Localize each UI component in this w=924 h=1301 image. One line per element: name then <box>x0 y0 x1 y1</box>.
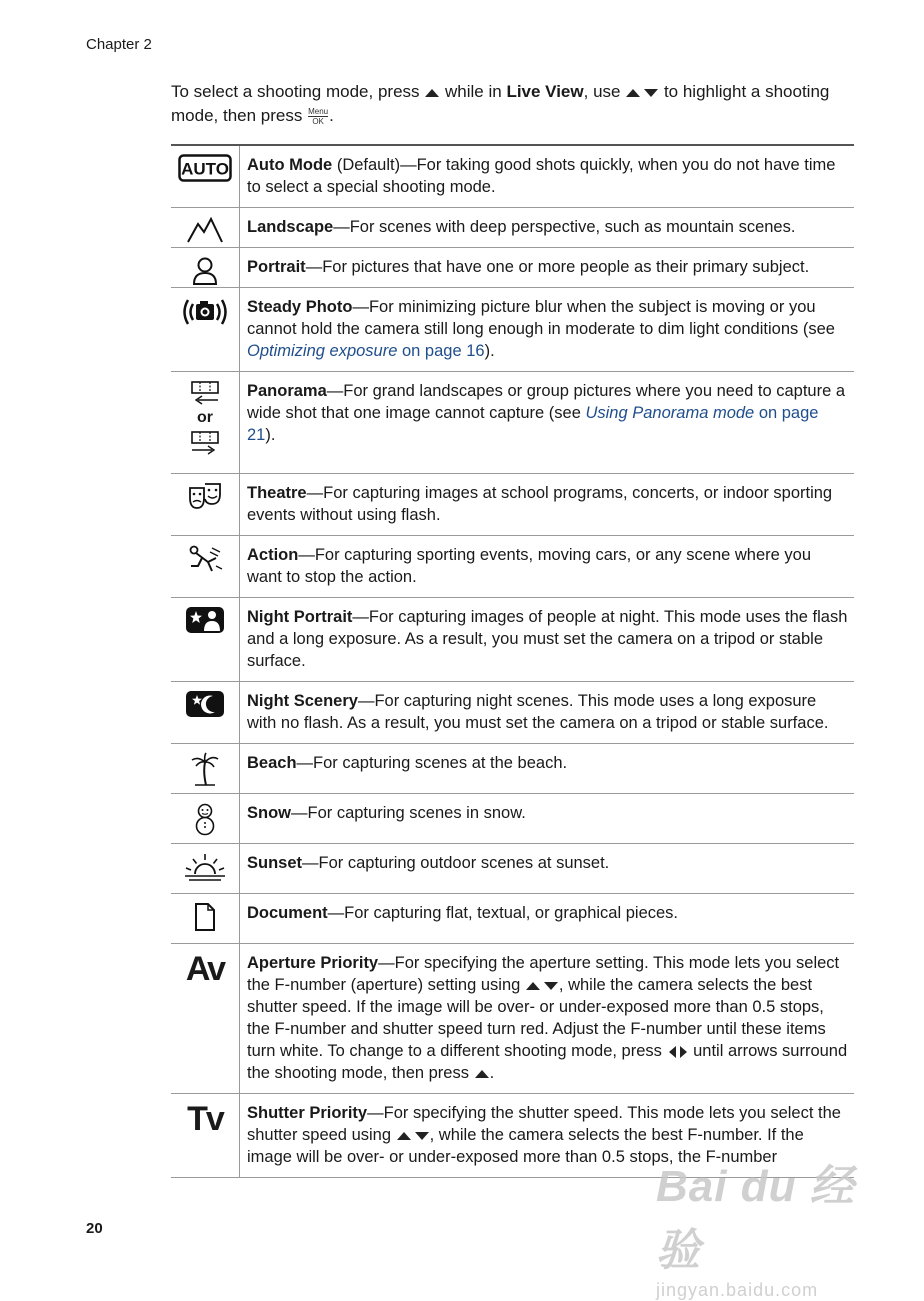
mode-text: (Default)—For taking good shots quickly, when you do not have time to select a special shooting mode. <box>247 156 836 196</box>
mode-name: Beach <box>247 754 297 772</box>
shooting-modes-table <box>171 144 854 1178</box>
icon-cell <box>171 794 240 844</box>
action-icon <box>186 544 224 574</box>
page-number: 20 <box>86 1220 103 1237</box>
shutter-priority-icon: Tv <box>187 1100 223 1138</box>
mode-text: ). <box>265 426 276 444</box>
table-row <box>171 944 854 1094</box>
beach-icon <box>190 752 220 786</box>
mode-description <box>240 536 855 598</box>
watermark-url: jingyan.baidu.com <box>656 1280 819 1300</box>
mode-text: , while the camera selects the best F-number. If the image will be over- or under-exposed more than 0.5 stops, the F-number <box>247 1126 804 1166</box>
mode-name: Steady Photo <box>247 298 353 316</box>
svg-text:AUTO: AUTO <box>181 159 229 179</box>
table-row <box>171 744 854 794</box>
icon-cell <box>171 1094 240 1178</box>
mode-text: —For grand landscapes or group pictures where you need to capture a wide shot that one image cannot capture (see <box>247 382 846 422</box>
aperture-priority-icon: Av <box>185 950 225 988</box>
mode-text: ). <box>484 342 495 360</box>
table-row <box>171 682 854 744</box>
mode-text: —For capturing night scenes. This mode uses a long exposure with no flash. As a result, you must set the camera on a tripod or stable surface. <box>247 692 829 732</box>
sunset-icon <box>184 852 226 884</box>
intro-paragraph <box>171 80 861 128</box>
intro-text: . <box>329 106 334 125</box>
snow-icon <box>192 802 218 836</box>
mode-description <box>240 744 855 794</box>
panorama-left-icon <box>190 380 220 406</box>
table-row <box>171 145 854 208</box>
mode-text: —For capturing flat, textual, or graphical pieces. <box>327 904 679 922</box>
mode-description <box>240 844 855 894</box>
mode-text: —For capturing scenes at the beach. <box>296 754 568 772</box>
theatre-icon <box>188 482 222 512</box>
mode-name: Aperture Priority <box>247 954 379 972</box>
auto-mode-icon <box>178 154 232 182</box>
mode-name: Night Scenery <box>247 692 358 710</box>
icon-cell <box>171 536 240 598</box>
mode-name: Document <box>247 904 328 922</box>
icon-cell <box>171 288 240 372</box>
mode-name: Shutter Priority <box>247 1104 368 1122</box>
mode-text: —For specifying the shutter speed. This mode lets you select the shutter speed using <box>247 1104 841 1144</box>
mode-description <box>240 894 855 944</box>
mode-text: —For capturing scenes in snow. <box>291 804 526 822</box>
icon-cell <box>171 598 240 682</box>
mode-description <box>240 145 855 208</box>
cross-reference-link[interactable]: Optimizing exposure on page 16 <box>247 342 485 360</box>
mode-description <box>240 288 855 372</box>
steady-photo-icon <box>180 296 230 328</box>
watermark-logo: Bai du 经验 <box>656 1162 855 1275</box>
mode-text: . <box>489 1064 495 1082</box>
mode-description <box>240 208 855 248</box>
mode-name: Panorama <box>247 382 327 400</box>
mode-name: Night Portrait <box>247 608 353 626</box>
table-row <box>171 248 854 288</box>
table-row <box>171 598 854 682</box>
icon-cell <box>171 372 240 474</box>
intro-text: To select a shooting mode, press <box>171 82 420 101</box>
icon-cell <box>171 894 240 944</box>
table-row <box>171 894 854 944</box>
table-row <box>171 536 854 598</box>
icon-cell <box>171 682 240 744</box>
table-row <box>171 372 854 474</box>
up-arrow-icon <box>424 88 440 98</box>
up-arrow-icon <box>474 1069 490 1079</box>
icon-cell <box>171 944 240 1094</box>
mode-text: until arrows surround the shooting mode, then press <box>247 1042 848 1082</box>
mode-text: , while the camera selects the best shutter speed. If the image will be over- or under-exposed more than 0.5 stops, the F-number and shutter speed turn red. Adjust the F-number until these items turn white. To change to a different shooting mode, press <box>247 976 826 1060</box>
mode-text: —For capturing images at school programs, concerts, or indoor sporting events without using flash. <box>247 484 833 524</box>
night-portrait-icon <box>185 606 225 634</box>
mode-name: Landscape <box>247 218 334 236</box>
mode-name: Auto Mode <box>247 156 333 174</box>
mode-description <box>240 944 855 1094</box>
icon-cell <box>171 208 240 248</box>
table-row <box>171 208 854 248</box>
portrait-icon <box>190 256 220 286</box>
mode-name: Theatre <box>247 484 307 502</box>
intro-text: , use <box>583 82 621 101</box>
mode-description <box>240 598 855 682</box>
mode-description <box>240 474 855 536</box>
intro-text: to highlight a shooting mode, then press <box>171 82 830 125</box>
table-row <box>171 844 854 894</box>
mode-name: Sunset <box>247 854 303 872</box>
landscape-icon <box>186 216 224 244</box>
mode-description <box>240 248 855 288</box>
cross-reference-link[interactable]: Using Panorama mode on page 21 <box>247 404 819 444</box>
table-row <box>171 288 854 372</box>
mode-name: Portrait <box>247 258 306 276</box>
table-row <box>171 794 854 844</box>
mode-description <box>240 794 855 844</box>
mode-description <box>240 372 855 474</box>
menu-ok-button-icon: Menu OK <box>308 107 329 127</box>
up-down-arrows-icon <box>625 88 659 98</box>
table-row <box>171 474 854 536</box>
mode-text: —For capturing sporting events, moving cars, or any scene where you want to stop the action. <box>247 546 812 586</box>
chapter-heading: Chapter 2 <box>86 36 152 53</box>
mode-text: —For minimizing picture blur when the subject is moving or you cannot hold the camera still long enough in moderate to dim light conditions (see <box>247 298 835 338</box>
document-icon <box>193 902 217 932</box>
icon-cell <box>171 474 240 536</box>
mode-description <box>240 682 855 744</box>
mode-name: Action <box>247 546 299 564</box>
icon-cell <box>171 844 240 894</box>
mode-text: —For specifying the aperture setting. This mode lets you select the F-number (aperture) setting using <box>247 954 840 994</box>
up-down-arrows-icon <box>396 1131 430 1141</box>
icon-cell <box>171 248 240 288</box>
mode-text: —For capturing images of people at night. This mode uses the flash and a long exposure. As a result, you must set the camera on a tripod or stable surface. <box>247 608 848 670</box>
intro-text: while in <box>445 82 502 101</box>
live-view-label: Live View <box>506 82 584 101</box>
up-down-arrows-icon <box>525 981 559 991</box>
icon-cell <box>171 744 240 794</box>
watermark <box>656 1150 886 1300</box>
mode-name: Snow <box>247 804 291 822</box>
icon-cell <box>171 145 240 208</box>
mode-text: —For capturing outdoor scenes at sunset. <box>302 854 610 872</box>
mode-text: —For pictures that have one or more people as their primary subject. <box>305 258 810 276</box>
night-scenery-icon <box>185 690 225 718</box>
left-right-arrows-icon <box>667 1045 689 1059</box>
mode-text: —For scenes with deep perspective, such as mountain scenes. <box>333 218 796 236</box>
panorama-right-icon <box>190 430 220 456</box>
or-label: or <box>197 409 213 426</box>
